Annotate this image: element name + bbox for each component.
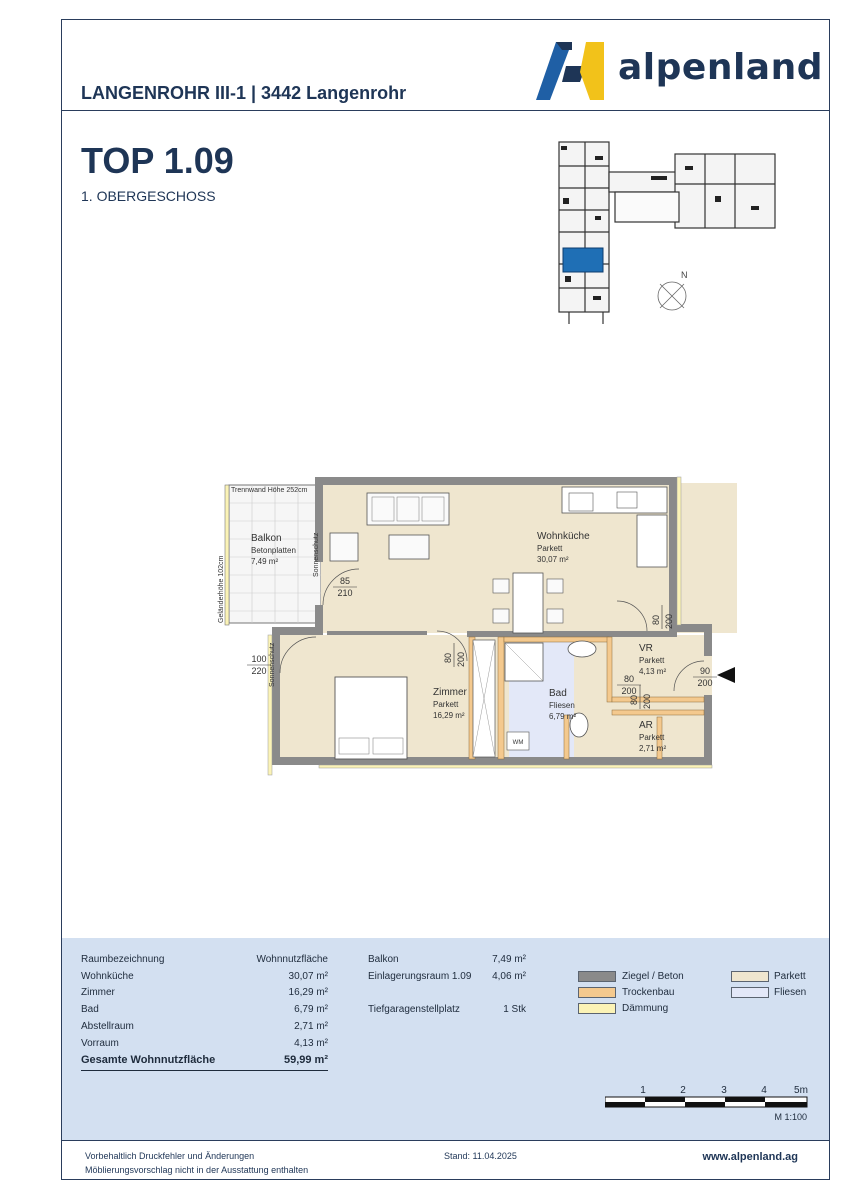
north-arrow-icon [658, 270, 688, 310]
room-area-zimmer: 16,29 m² [433, 711, 465, 720]
unit-title: TOP 1.09 [81, 140, 234, 181]
room-floor-vr: Parkett [639, 656, 665, 665]
room-name-zimmer: Zimmer [433, 687, 467, 698]
room-name-ar: AR [639, 720, 653, 731]
scale-tick: 2 [680, 1085, 686, 1096]
plan-sheet [61, 19, 830, 1180]
area-row-value: 30,07 m² [288, 971, 328, 982]
area-row-label: Abstellraum [81, 1021, 134, 1032]
extra-label: Tiefgaragenstellplatz [368, 1004, 460, 1015]
room-floor-balkon: Betonplatten [251, 546, 296, 555]
area-row-value: 2,71 m² [294, 1021, 328, 1032]
extra-label: Einlagerungsraum 1.09 [368, 971, 472, 982]
room-name-bad: Bad [549, 688, 567, 699]
wm-label: WM [512, 740, 524, 746]
footer-note-1: Vorbehaltlich Druckfehler und Änderungen [85, 1151, 255, 1161]
room-name-vr: VR [639, 643, 653, 654]
area-row-value: 16,29 m² [288, 987, 328, 998]
footer [62, 1140, 829, 1181]
legend-swatch-ziegel [578, 971, 616, 982]
legend-label: Fliesen [774, 987, 807, 998]
door-4-height: 200 [664, 613, 674, 629]
door-7-height: 200 [697, 678, 713, 688]
scale-tick: 5m [794, 1085, 808, 1096]
room-floor-ar: Parkett [639, 733, 665, 742]
scale-bar [605, 1083, 809, 1133]
area-row-label: Vorraum [81, 1038, 119, 1049]
legend-label: Dämmung [622, 1003, 669, 1014]
legend-swatch-trockenbau [578, 987, 616, 998]
area-total-value: 59,99 m² [283, 1054, 328, 1066]
legend-label: Trockenbau [622, 987, 675, 998]
unit-floor: 1. OBERGESCHOSS [81, 188, 216, 204]
area-header-label: Raumbezeichnung [81, 954, 165, 965]
room-area-bad: 6,79 m² [549, 712, 577, 721]
door-1-height: 210 [337, 588, 353, 598]
area-row-label: Wohnküche [81, 971, 134, 982]
extra-label: Balkon [368, 954, 399, 965]
area-row-label: Bad [81, 1004, 99, 1015]
door-4-width: 80 [651, 614, 661, 625]
door-6-width: 80 [629, 694, 639, 705]
footer-date: Stand: 11.04.2025 [444, 1151, 517, 1161]
alpenland-logo-icon [536, 42, 604, 100]
room-name-balkon: Balkon [251, 533, 282, 544]
note-sonnenschutz-1: Sonnenschutz [313, 532, 320, 577]
key-plan [555, 136, 785, 326]
room-area-balkon: 7,49 m² [251, 557, 279, 566]
legend-swatch-fliesen [731, 987, 769, 998]
note-trennwand: Trennwand Höhe 252cm [231, 487, 308, 494]
room-floor-zimmer: Parkett [433, 700, 459, 709]
door-6-height: 200 [642, 693, 652, 709]
project-title: LANGENROHR III-1 | 3442 Langenrohr [81, 83, 407, 103]
legend-swatch-daemmung [578, 1003, 616, 1014]
room-floor-wohnkueche: Parkett [537, 544, 563, 553]
scale-tick: 4 [761, 1085, 767, 1096]
extra-value: 7,49 m² [492, 954, 526, 965]
info-panel [62, 938, 829, 1140]
footer-note-2: Möblierungsvorschlag nicht in der Ausstattung enthalten [85, 1165, 309, 1175]
legend-label: Parkett [774, 971, 806, 982]
note-gelaender: Geländerhöhe 102cm [218, 555, 225, 623]
door-7-width: 90 [699, 666, 711, 676]
area-header-value: Wohnnutzfläche [256, 954, 328, 965]
door-1-width: 85 [339, 576, 351, 586]
room-area-wohnkueche: 30,07 m² [537, 555, 569, 564]
door-5-width: 80 [623, 674, 635, 684]
note-sonnenschutz-2: Sonnenschutz [269, 642, 276, 687]
door-2-height: 220 [251, 666, 267, 676]
room-area-vr: 4,13 m² [639, 667, 667, 676]
door-5-height: 200 [621, 686, 637, 696]
room-area-ar: 2,71 m² [639, 744, 667, 753]
total-underline [81, 1070, 328, 1071]
scale-label: M 1:100 [774, 1112, 807, 1122]
door-2-width: 100 [251, 654, 267, 664]
extra-value: 4,06 m² [492, 971, 526, 982]
header [62, 20, 829, 111]
area-total-label: Gesamte Wohnnutzfläche [81, 1054, 216, 1066]
area-row-value: 4,13 m² [294, 1038, 328, 1049]
entrance-arrow-icon [717, 667, 735, 683]
scale-tick: 3 [721, 1085, 727, 1096]
floor-plan [217, 455, 737, 785]
door-3-width: 80 [443, 652, 453, 663]
legend-swatch-parkett [731, 971, 769, 982]
legend-label: Ziegel / Beton [622, 971, 684, 982]
website-link[interactable]: www.alpenland.ag [702, 1151, 798, 1163]
door-3-height: 200 [456, 651, 466, 667]
scale-tick: 1 [640, 1085, 646, 1096]
north-label: N [681, 270, 688, 280]
extra-value: 1 Stk [503, 1004, 526, 1015]
room-name-wohnkueche: Wohnküche [537, 531, 590, 542]
room-floor-bad: Fliesen [549, 701, 575, 710]
area-row-label: Zimmer [81, 987, 115, 998]
area-row-value: 6,79 m² [294, 1004, 328, 1015]
brand-name: alpenland [618, 47, 823, 88]
